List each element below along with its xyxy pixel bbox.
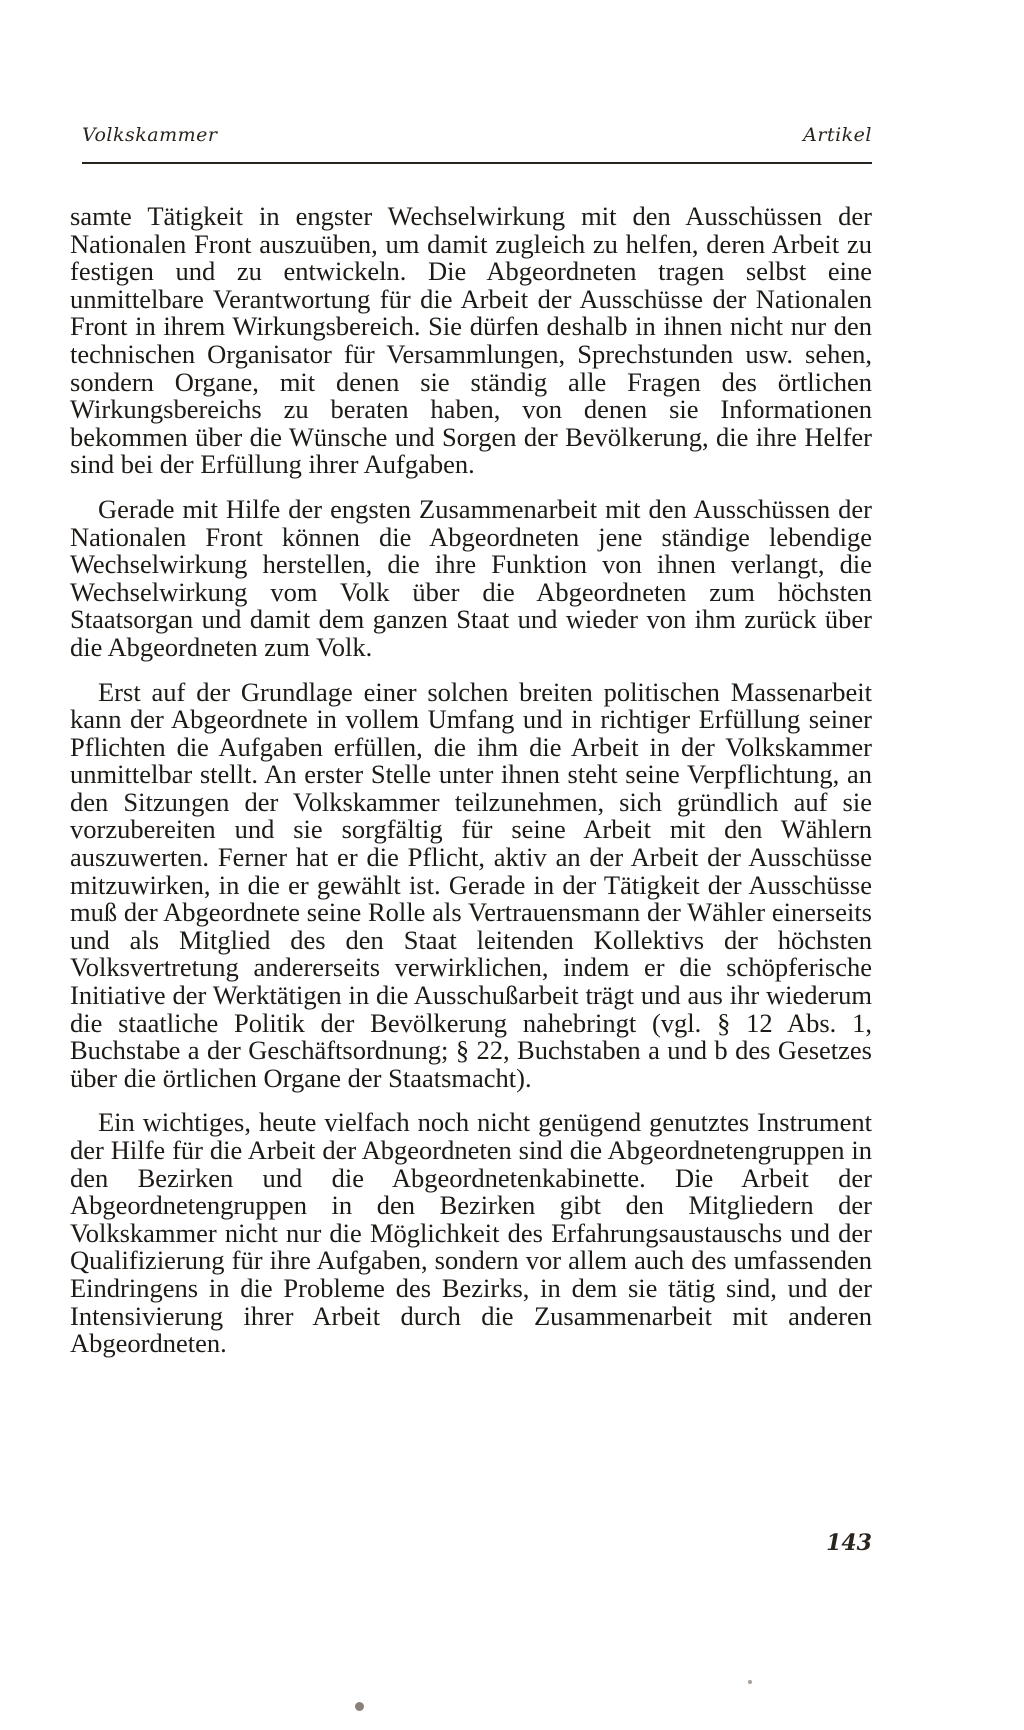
running-header <box>82 124 872 154</box>
ink-speck-small <box>748 1680 752 1684</box>
page-number: 143 <box>826 1530 872 1556</box>
paragraph-2: Gerade mit Hilfe der engsten Zusammenarbeit mit den Ausschüssen der Nationalen Front können die Abgeordneten jene ständige lebendige Wechselwirkung herstellen, die ihre Funktion von ihnen verlangt, die Wechselwirkung vom Volk über die Abgeordneten zum höchsten Staatsorgan und damit dem ganzen Staat und wieder von ihm zurück über die Abgeordneten zum Volk. <box>70 493 872 662</box>
header-rule <box>82 162 872 164</box>
header-article-label: Artikel <box>803 124 872 146</box>
paragraph-1: samte Tätigkeit in engster Wechselwirkung mit den Ausschüssen der Nationalen Front auszuüben, um damit zugleich zu helfen, deren Arbeit zu festigen und zu entwickeln. Die Abgeordneten tragen selbst eine unmittelbare Verantwortung für die Arbeit der Ausschüsse der Nationalen Front in ihrem Wirkungsbereich. Sie dürfen deshalb in ihnen nicht nur den technischen Organisator für Versammlungen, Sprechstunden usw. sehen, sondern Organe, mit denen sie ständig alle Fragen des örtlichen Wirkungsbereichs zu beraten haben, von denen sie Informationen bekommen über die Wünsche und Sorgen der Bevölkerung, die ihre Helfer sind bei der Erfüllung ihrer Aufgaben. <box>70 201 872 480</box>
ink-speck <box>355 1702 364 1711</box>
header-section-title: Volkskammer <box>82 124 218 146</box>
paragraph-4: Ein wichtiges, heute vielfach noch nicht genügend genutztes Instrument der Hilfe für die Arbeit der Abgeordneten sind die Abgeordnetengruppen in den Bezirken und die Abgeordnetenkabinette. Die Arbeit der Abgeordnetengruppen in den Bezirken gibt den Mitgliedern der Volkskammer nicht nur die Möglichkeit des Erfahrungsaustauschs und der Qualifizierung für ihre Aufgaben, sondern vor allem auch des umfassenden Eindringens in die Probleme des Bezirks, in dem sie tätig sind, und der Intensivierung ihrer Arbeit durch die Zusammenarbeit mit anderen Abgeordneten. <box>70 1107 872 1359</box>
body-text <box>70 203 872 1375</box>
paragraph-3: Erst auf der Grundlage einer solchen breiten politischen Massenarbeit kann der Abgeordnete in vollem Umfang und in richtiger Erfüllung seiner Pflichten die Aufgaben erfüllen, die ihm die Arbeit in der Volkskammer unmittelbar stellt. An erster Stelle unter ihnen steht seine Verpflichtung, an den Sitzungen der Volkskammer teilzunehmen, sich gründlich auf sie vorzubereiten und sie sorgfältig für seine Arbeit mit den Wählern auszuwerten. Ferner hat er die Pflicht, aktiv an der Arbeit der Ausschüsse mitzuwirken, in die er gewählt ist. Gerade in der Tätigkeit der Ausschüsse muß der Abgeordnete seine Rolle als Vertrauensmann der Wähler einerseits und als Mitglied des den Staat leitenden Kollektivs der höchsten Volksvertretung andererseits verwirklichen, indem er die schöpferische Initiative der Werktätigen in die Ausschußarbeit trägt und aus ihr wiederum die staatliche Politik der Bevölkerung nahebringt (vgl. § 12 Abs. 1, Buchstabe a der Geschäftsordnung; § 22, Buchstaben a und b des Gesetzes über die örtlichen Organe der Staatsmacht). <box>70 676 872 1093</box>
